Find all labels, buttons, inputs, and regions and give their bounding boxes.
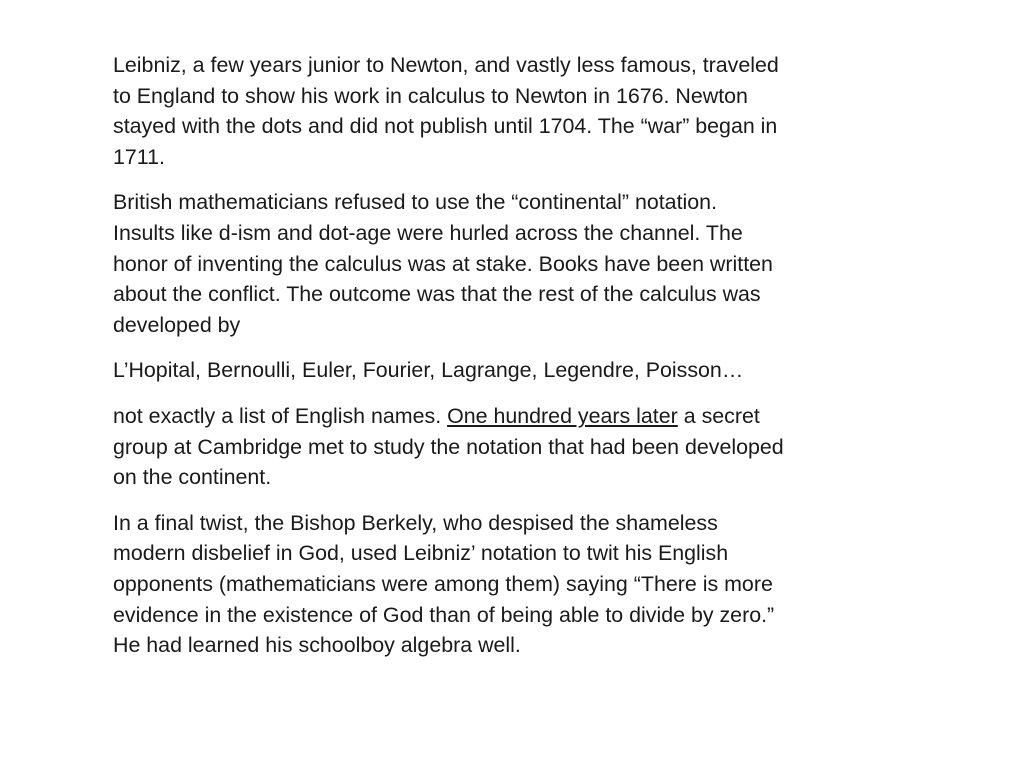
paragraph-mathematician-names: L’Hopital, Bernoulli, Euler, Fourier, Lagrange, Legendre, Poisson…	[113, 358, 744, 383]
cambridge-text-after: a secret group at Cambridge met to study the notation that had been developed on the continent.	[113, 403, 784, 490]
paragraph-cambridge-group	[113, 401, 923, 493]
paragraph-leibniz-newton: Leibniz, a few years junior to Newton, and vastly less famous, traveled to England to show his work in calculus to Newton in 1676. Newton stayed with the dots and did not publish until 1704. The “war” began in 1711.	[113, 53, 779, 169]
underlined-phrase: One hundred years later	[447, 403, 678, 428]
paragraph-british-notation: British mathematicians refused to use the “continental” notation. Insults like d-ism and dot-age were hurled across the channel. The honor of inventing the calculus was at stake. Books have been written about the conflict. The outcome was that the rest of the calculus was developed by	[113, 190, 773, 337]
text-body	[113, 50, 923, 676]
cambridge-text-before: not exactly a list of English names.	[113, 403, 448, 428]
paragraph-bishop-berkely: In a final twist, the Bishop Berkely, who despised the shameless modern disbelief in God, used Leibniz’ notation to twit his English opponents (mathematicians were among them) saying “There is more evidence in the existence of God than of being able to divide by zero.” He had learned his schoolboy algebra well.	[113, 510, 775, 658]
